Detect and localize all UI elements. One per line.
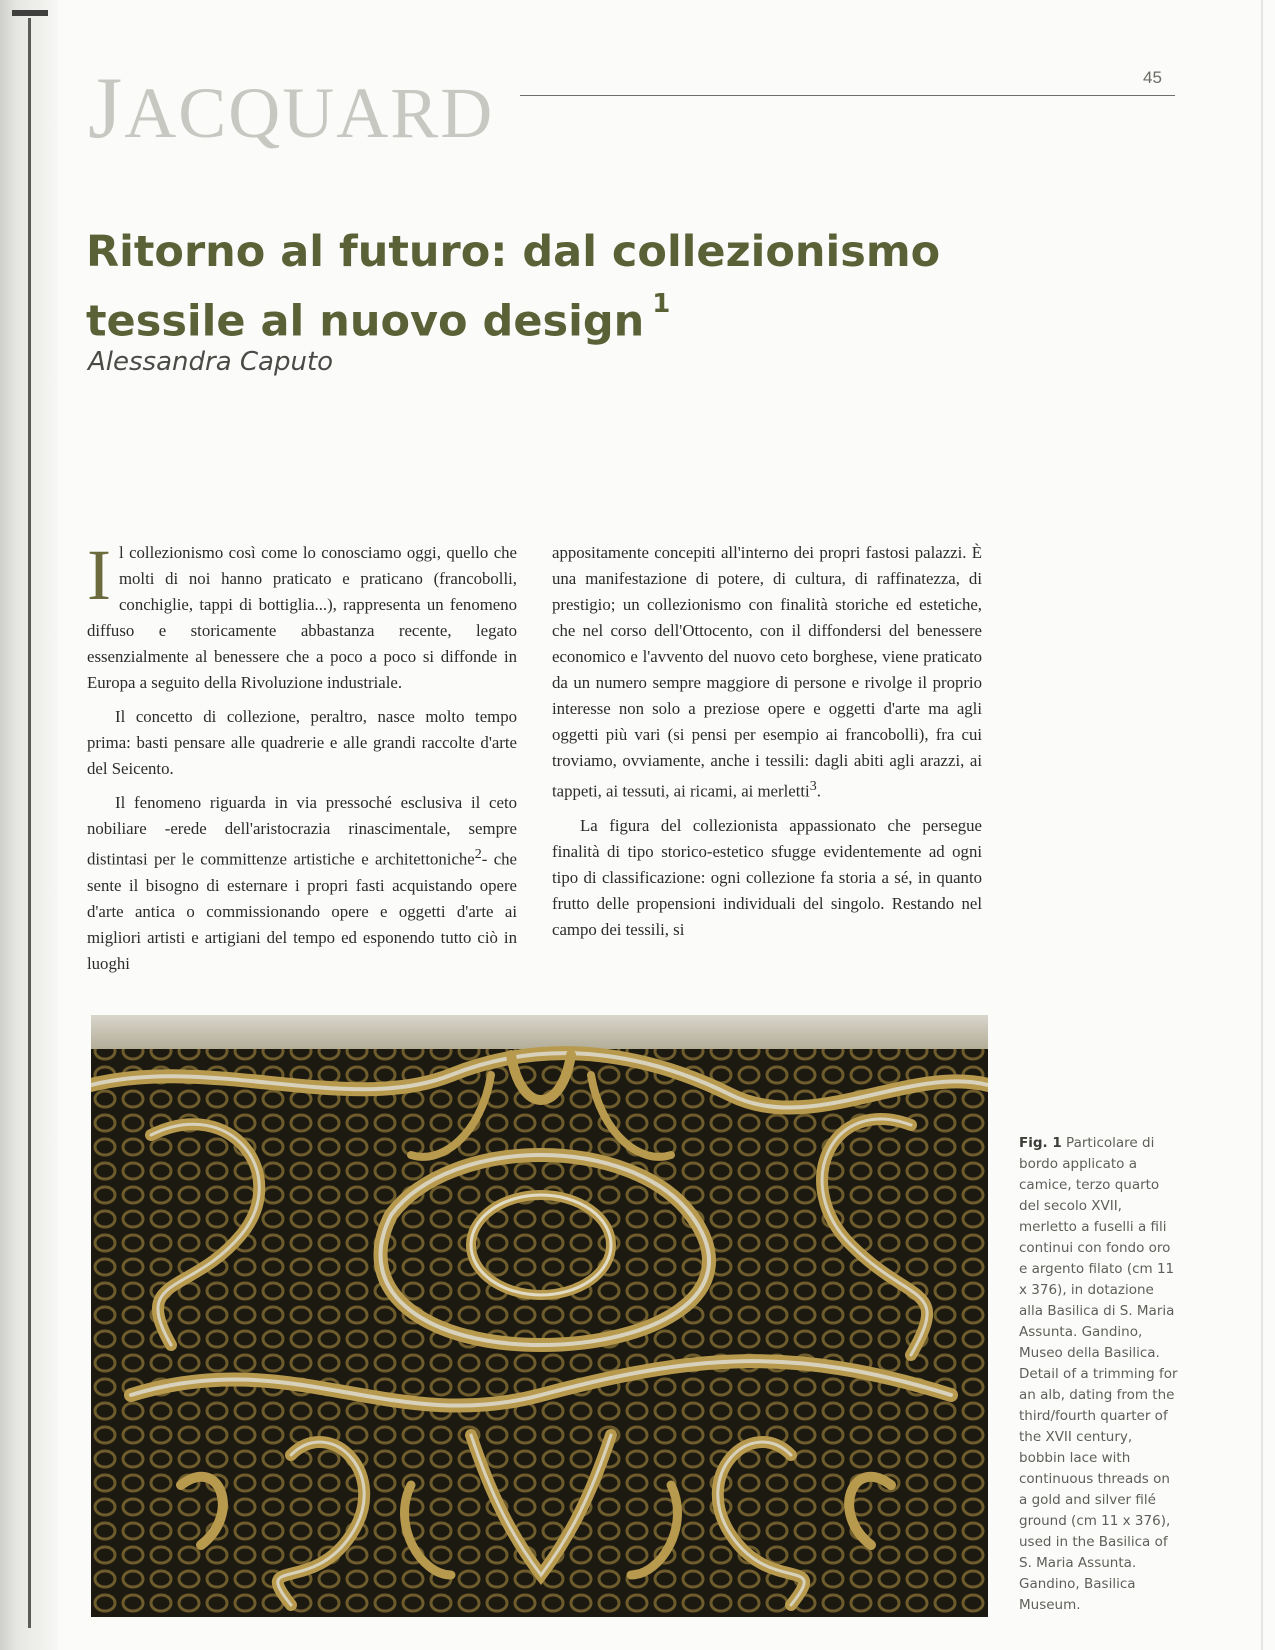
running-head-rest: ACQUARD: [124, 73, 495, 153]
paragraph-text: - che sente il bisogno di esternare i propri fasti acquistando opere d'arte antica o commissionando opere e oggetti d'arte ai migliori artisti e artigiani del tempo ed esponendo tutto ciò in luoghi: [87, 849, 518, 973]
paragraph-text: appositamente concepiti all'interno dei propri fastosi palazzi. È una manifestazione di potere, di cultura, di raffinatezza, di prestigio; un collezionismo con finalità storiche ed estetiche, che nel corso dell'Ottocento, con il diffondersi del benessere economico e l'avvento del nuovo ceto borghese, viene praticato da un numero sempre maggiore di persone e rivolge il proprio interesse non solo a preziose opere e oggetti d'arte ma agli oggetti più vari (si pensi per esempio ai francobolli), fra cui troviamo, ovviamente, anche i tessili: dagli abiti agli arazzi, ai tappeti, ai tessuti, ai ricami, ai merletti: [552, 543, 982, 801]
paragraph-text: Il fenomeno riguarda in via pressoché esclusiva il ceto nobiliare -erede dell'aristocrazia rinascimentale, sempre distintasi per le committenze artistiche e architettoniche: [87, 793, 517, 869]
caption-text: Particolare di bordo applicato a camice, terzo quarto del secolo XVII, merletto a fuselli a fili continui con fondo oro e argento filato (cm 11 x 376), in dotazione alla Basilica di S. Maria Assunta. Gandino, Museo della Basilica. Detail of a trimming for an alb, dating from the third/fourth quarter of the XVII century, bobbin lace with continuous threads on a gold and silver filé ground (cm 11 x 376), used in the Basilica of S. Maria Assunta. Gandino, Basilica Museum.: [1019, 1135, 1178, 1613]
text-column-left: [87, 535, 518, 985]
article-title: [86, 222, 986, 351]
paragraph: [552, 540, 982, 805]
figure-caption: [1019, 1133, 1179, 1616]
title-line-1: Ritorno al futuro: dal collezionismo: [86, 227, 941, 277]
paragraph-text: .: [816, 781, 821, 801]
lace-pattern-illustration: [91, 1015, 988, 1617]
drop-cap: I: [87, 535, 111, 615]
binding-edge: [28, 18, 31, 1628]
title-footnote-mark: 1: [652, 289, 671, 319]
footnote-mark: 3: [809, 779, 817, 794]
footnote-mark: 2: [474, 847, 482, 862]
paragraph: [87, 790, 517, 977]
lace-photograph: [91, 1015, 988, 1617]
page-edge: [1261, 0, 1263, 1650]
text-column-right: [552, 540, 982, 951]
paragraph-text: l collezionismo così come lo conosciamo oggi, quello che molti di noi hanno praticato e praticano (francobolli, conchiglie, tappi di bottiglia...), rappresenta un fenomeno diffuso e storicamente abbastanza recente, legato essenzialmente al benessere che a poco a poco si diffonde in Europa a seguito della Rivoluzione industriale.: [87, 543, 517, 692]
running-head: [88, 58, 494, 159]
header-rule: [520, 95, 1175, 96]
running-head-initial: J: [88, 60, 125, 157]
title-line-2: tessile al nuovo design: [86, 296, 645, 347]
paragraph: Il concetto di collezione, peraltro, nasce molto tempo prima: basti pensare alle quadrerie e alle grandi raccolte d'arte del Seicento.: [87, 707, 517, 778]
figure-label: Fig. 1: [1019, 1135, 1062, 1151]
page-number: 45: [1143, 68, 1162, 87]
paragraph: La figura del collezionista appassionato che persegue finalità di tipo storico-estetico sfugge evidentemente ad ogni tipo di classificazione: ogni collezione fa storia a sé, in quanto frutto delle propensioni individuali del singolo. Restando nel campo dei tessili, si: [552, 815, 982, 939]
author-name: Alessandra Caputo: [88, 347, 334, 377]
binding-cap: [12, 10, 48, 16]
paragraph: [87, 535, 517, 696]
